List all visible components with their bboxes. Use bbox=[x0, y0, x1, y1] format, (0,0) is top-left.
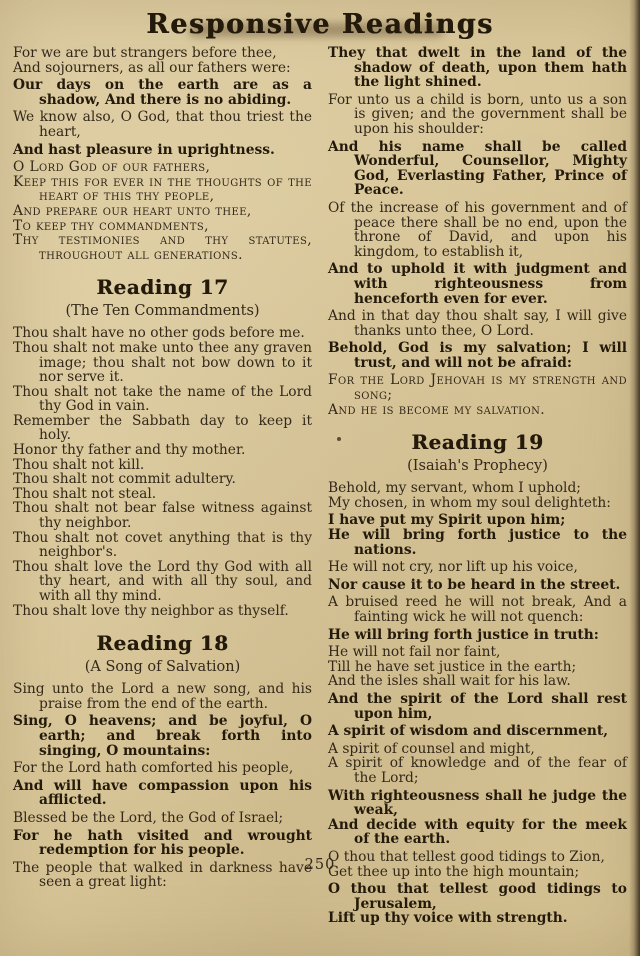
reading-subtitle: (A Song of Salvation) bbox=[84, 659, 241, 676]
verse-line: Remember the Sabbath day to keep it holy. bbox=[13, 412, 312, 444]
verse-line: To keep thy commandments, bbox=[13, 217, 209, 234]
verse-line: Thou shalt not covet anything that is thy neighbor's. bbox=[13, 529, 312, 561]
two-column-text bbox=[0, 40, 640, 929]
verse-line: Thou shalt not bear false witness against thy neighbor. bbox=[13, 500, 312, 532]
verse bbox=[328, 309, 627, 338]
verse-line: And to uphold it with judgment and with righteousness from henceforth even for ever. bbox=[328, 261, 627, 307]
verse-line: For we are but strangers before thee, bbox=[13, 45, 277, 61]
verse bbox=[13, 560, 312, 604]
verse-line: Keep this for ever in the thoughts of the heart of this thy people, bbox=[13, 173, 312, 205]
verse-line: And decide with equity for the meek of the earth. bbox=[328, 816, 627, 848]
verse-line: Thou shalt not commit adultery. bbox=[13, 471, 236, 488]
verse-line: O thou that tellest good tidings to Jerusalem, bbox=[328, 881, 627, 912]
verse bbox=[13, 326, 312, 341]
verse-line: For the Lord Jehovah is my strength and song; bbox=[328, 372, 627, 404]
verse-line: And hast pleasure in uprightness. bbox=[13, 141, 275, 158]
verse bbox=[328, 262, 627, 306]
right-column bbox=[328, 46, 627, 929]
verse bbox=[13, 443, 312, 458]
reading-heading: Reading 18 bbox=[96, 631, 229, 656]
verse bbox=[13, 110, 312, 139]
verse-line: Behold, my servant, whom I uphold; bbox=[328, 480, 581, 497]
verse-line: Behold, God is my salvation; I will trust, and will not be afraid: bbox=[328, 340, 627, 371]
verse bbox=[13, 46, 312, 75]
verse-line: Nor cause it to be heard in the street. bbox=[328, 576, 621, 593]
verse-line: Till he have set justice in the earth; bbox=[328, 658, 577, 675]
verse bbox=[328, 46, 627, 90]
verse-line: He will bring forth justice to the nations. bbox=[328, 527, 627, 558]
print-artifact-dot bbox=[337, 437, 341, 441]
verse bbox=[13, 458, 312, 473]
verse bbox=[13, 78, 312, 107]
verse bbox=[13, 811, 312, 826]
verse-line: For unto us a child is born, unto us a son is given; and the government shall be upon his shoulder: bbox=[328, 91, 627, 137]
page-number: 250 bbox=[304, 857, 336, 873]
verse-line: Blessed be the Lord, the God of Israel; bbox=[13, 809, 284, 826]
verse-line: Thou shalt have no other gods before me. bbox=[13, 325, 305, 342]
verse-line: And will have compassion upon his afflicted. bbox=[13, 777, 312, 809]
verse bbox=[328, 481, 627, 510]
verse-line: And prepare our heart unto thee, bbox=[13, 202, 252, 219]
verse bbox=[328, 692, 627, 721]
verse-line: Lift up thy voice with strength. bbox=[328, 910, 568, 927]
verse-line: Get thee up into the high mountain; bbox=[328, 863, 580, 880]
verse-line: And the spirit of the Lord shall rest upon him, bbox=[328, 690, 627, 722]
verse-line: Thou shalt love the Lord thy God with all thy heart, and with all thy soul, and with all thy mind. bbox=[13, 558, 312, 604]
verse bbox=[13, 472, 312, 487]
verse bbox=[328, 882, 627, 926]
verse bbox=[328, 201, 627, 259]
reading-heading: Reading 19 bbox=[411, 430, 544, 455]
page-title: Responsive Readings bbox=[146, 9, 494, 40]
verse bbox=[328, 513, 627, 557]
verse bbox=[328, 341, 627, 370]
verse bbox=[328, 140, 627, 198]
verse-line: Sing, O heavens; and be joyful, O earth; and break forth into singing, O mountains: bbox=[13, 713, 312, 759]
verse-line: O thou that tellest good tidings to Zion, bbox=[328, 848, 605, 865]
verse-line: Thy testimonies and thy statutes, throughout all generations. bbox=[13, 232, 312, 263]
verse bbox=[328, 373, 627, 417]
verse-line: Of the increase of his government and of peace there shall be no end, upon the throne of David, and upon his kingdom, to establish it, bbox=[328, 199, 627, 260]
verse bbox=[13, 714, 312, 758]
verse-line: O Lord God of our fathers, bbox=[13, 159, 211, 176]
verse-line: For the Lord hath comforted his people, bbox=[13, 760, 294, 777]
verse-line: With righteousness shall he judge the weak, bbox=[328, 787, 627, 819]
verse bbox=[328, 789, 627, 847]
verse bbox=[328, 724, 627, 739]
verse bbox=[13, 779, 312, 808]
verse-line: And the isles shall wait for his law. bbox=[328, 673, 571, 690]
verse-line: He will not cry, nor lift up his voice, bbox=[328, 559, 578, 576]
scan-edge-shadow bbox=[629, 0, 640, 956]
verse-line: Thou shalt love thy neighbor as thyself. bbox=[13, 602, 289, 619]
verse-line: Thou shalt not steal. bbox=[13, 485, 157, 502]
verse-line: My chosen, in whom my soul delighteth: bbox=[328, 494, 611, 511]
left-column bbox=[13, 46, 312, 929]
verse-line: A bruised reed he will not break, And a fainting wick he will not quench: bbox=[328, 594, 627, 625]
verse bbox=[13, 143, 312, 158]
verse-line: And he is become my salvation. bbox=[328, 401, 546, 418]
verse-line: They that dwelt in the land of the shadow of death, upon them hath the light shined. bbox=[328, 45, 627, 91]
verse bbox=[13, 160, 312, 262]
verse bbox=[328, 93, 627, 137]
reading-subtitle: (Isaiah's Prophecy) bbox=[407, 458, 548, 475]
verse-line: And in that day thou shalt say, I will give thanks unto thee, O Lord. bbox=[328, 308, 627, 339]
verse bbox=[328, 742, 627, 786]
verse-line: And sojourners, as all our fathers were: bbox=[13, 59, 291, 76]
verse bbox=[13, 501, 312, 530]
verse-line: Honor thy father and thy mother. bbox=[13, 442, 246, 459]
verse bbox=[328, 645, 627, 689]
verse-line: Our days on the earth are as a shadow, And there is no abiding. bbox=[13, 77, 312, 108]
verse-line: A spirit of wisdom and discernment, bbox=[328, 723, 609, 740]
verse bbox=[328, 578, 627, 593]
verse-line: The people that walked in darkness have seen a great light: bbox=[13, 859, 312, 891]
verse bbox=[13, 385, 312, 414]
verse-line: A spirit of knowledge and of the fear of the Lord; bbox=[328, 755, 627, 786]
reading-heading: Reading 17 bbox=[96, 275, 229, 300]
verse bbox=[13, 829, 312, 858]
verse bbox=[13, 682, 312, 711]
verse-line: Thou shalt not kill. bbox=[13, 456, 145, 473]
verse-line: A spirit of counsel and might, bbox=[328, 740, 535, 757]
verse-line: He will bring forth justice in truth: bbox=[328, 626, 599, 643]
verse bbox=[13, 487, 312, 502]
verse bbox=[13, 414, 312, 443]
verse-line: Sing unto the Lord a new song, and his praise from the end of the earth. bbox=[13, 681, 312, 712]
verse-line: We know also, O God, that thou triest the heart, bbox=[13, 109, 312, 140]
verse bbox=[13, 531, 312, 560]
verse-line: I have put my Spirit upon him; bbox=[328, 512, 566, 529]
verse bbox=[328, 595, 627, 624]
verse-line: Thou shalt not take the name of the Lord thy God in vain. bbox=[13, 383, 312, 415]
verse-line: For he hath visited and wrought redemption for his people. bbox=[13, 827, 312, 859]
verse-line: Thou shalt not make unto thee any graven image; thou shalt not bow down to it nor serve it. bbox=[13, 339, 312, 386]
verse bbox=[328, 628, 627, 643]
verse bbox=[13, 761, 312, 776]
verse bbox=[13, 341, 312, 385]
verse-line: He will not fail nor faint, bbox=[328, 644, 501, 661]
verse bbox=[328, 560, 627, 575]
reading-subtitle: (The Ten Commandments) bbox=[65, 303, 260, 320]
verse-line: And his name shall be called Wonderful, Counsellor, Mighty God, Everlasting Father, Prince of Peace. bbox=[328, 138, 627, 199]
verse bbox=[13, 604, 312, 619]
